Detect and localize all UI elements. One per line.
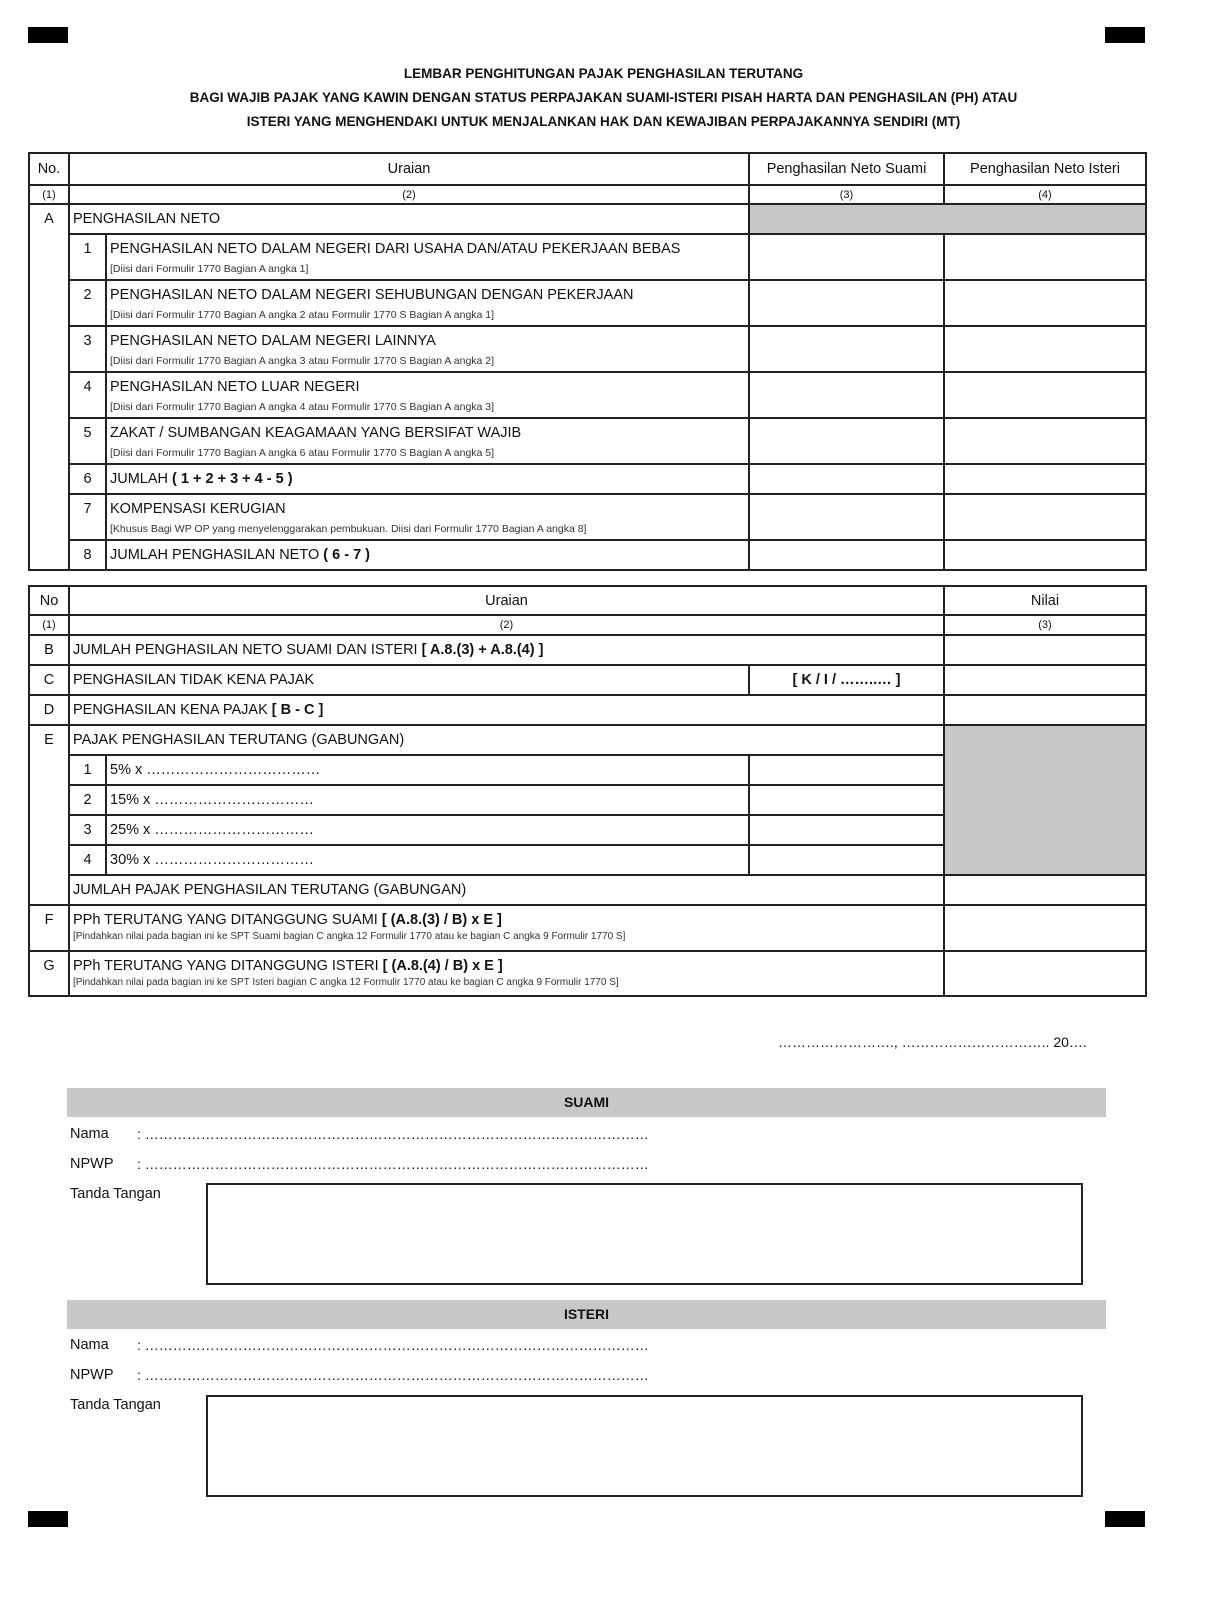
rate-value-field[interactable]	[749, 845, 944, 875]
income-row	[29, 540, 1146, 570]
rate-no: 4	[69, 845, 106, 875]
row-code: G	[29, 951, 69, 996]
income-row	[29, 280, 1146, 326]
form-title: LEMBAR PENGHITUNGAN PAJAK PENGHASILAN TERUTANG	[403, 66, 804, 81]
value-field-c[interactable]	[944, 665, 1146, 695]
row-no: 5	[69, 418, 106, 464]
row-note: [Diisi dari Formulir 1770 Bagian A angka 4 atau Formulir 1770 S Bagian A angka 3]	[110, 401, 495, 413]
row-b	[29, 635, 1146, 665]
suami-signature-box[interactable]	[206, 1183, 1083, 1285]
value-field-b[interactable]	[944, 635, 1146, 665]
row-label: JUMLAH PENGHASILAN NETO	[110, 547, 324, 563]
nama-label: Nama	[70, 1337, 109, 1353]
row-no: 7	[69, 494, 106, 540]
rate-no: 1	[69, 755, 106, 785]
col-number: (1)	[29, 615, 69, 635]
form-subtitle: ISTERI YANG MENGHENDAKI UNTUK MENJALANKAN HAK DAN KEWAJIBAN PERPAJAKANNYA SENDIRI (MT)	[246, 114, 961, 129]
row-note: [Khusus Bagi WP OP yang menyelenggarakan pembukuan. Diisi dari Formulir 1770 Bagian A angka 8]	[110, 523, 587, 535]
nama-label: Nama	[70, 1126, 109, 1142]
row-c	[29, 665, 1146, 695]
row-label: PPh TERUTANG YANG DITANGGUNG SUAMI	[73, 912, 382, 928]
isteri-value-field[interactable]	[944, 326, 1146, 372]
rate-label: 25% x ……………………………	[106, 815, 749, 845]
formula: [ A.8.(3) + A.8.(4) ]	[421, 642, 544, 658]
shaded-cell	[749, 204, 1146, 234]
col-number: (3)	[944, 615, 1146, 635]
row-no: 3	[69, 326, 106, 372]
place-date-field[interactable]: ……………………., ………………………….. 20….	[778, 1034, 1087, 1050]
isteri-value-field[interactable]	[944, 494, 1146, 540]
formula: [ (A.8.(3) / B) x E ]	[381, 912, 502, 928]
value-field-g[interactable]	[944, 951, 1146, 996]
row-note: [Diisi dari Formulir 1770 Bagian A angka 2 atau Formulir 1770 S Bagian A angka 1]	[110, 309, 495, 321]
col-header: Uraian	[69, 586, 944, 615]
income-row	[29, 326, 1146, 372]
npwp-label: NPWP	[70, 1156, 114, 1172]
col-header: Penghasilan Neto Suami	[749, 153, 944, 185]
row-no: 8	[69, 540, 106, 570]
col-header: No	[29, 586, 69, 615]
row-label: KOMPENSASI KERUGIAN	[110, 501, 286, 517]
isteri-npwp-field[interactable]: : ………………………………………………………………………………………………	[137, 1367, 649, 1383]
section-label: PENGHASILAN NETO	[69, 204, 749, 234]
income-row	[29, 234, 1146, 280]
row-note: [Pindahkan nilai pada bagian ini ke SPT Isteri bagian C angka 12 Formulir 1770 atau ke bagian C angka 9 Formulir 1770 S]	[73, 977, 619, 988]
income-row	[29, 464, 1146, 494]
signature-label: Tanda Tangan	[70, 1397, 161, 1413]
rate-value-field[interactable]	[749, 815, 944, 845]
row-label: PENGHASILAN NETO DALAM NEGERI SEHUBUNGAN DENGAN PEKERJAAN	[110, 287, 634, 303]
signature-label: Tanda Tangan	[70, 1186, 161, 1202]
npwp-label: NPWP	[70, 1367, 114, 1383]
isteri-value-field[interactable]	[944, 540, 1146, 570]
row-code: F	[29, 905, 69, 951]
col-number: (1)	[29, 185, 69, 204]
total-value-field[interactable]	[944, 875, 1146, 905]
rate-label: 5% x ………………………………	[106, 755, 749, 785]
row-code: B	[29, 635, 69, 665]
row-label: PPh TERUTANG YANG DITANGGUNG ISTERI	[73, 958, 383, 974]
income-row	[29, 494, 1146, 540]
row-e	[29, 725, 1146, 755]
row-label: PENGHASILAN NETO DALAM NEGERI DARI USAHA DAN/ATAU PEKERJAAN BEBAS	[110, 241, 681, 257]
rate-value-field[interactable]	[749, 755, 944, 785]
col-number: (2)	[69, 185, 749, 204]
registration-mark	[28, 1511, 68, 1527]
isteri-heading: ISTERI	[67, 1300, 1106, 1329]
total-label: JUMLAH PAJAK PENGHASILAN TERUTANG (GABUNGAN)	[69, 875, 944, 905]
row-label: ZAKAT / SUMBANGAN KEAGAMAAN YANG BERSIFAT WAJIB	[110, 425, 522, 441]
suami-value-field[interactable]	[749, 280, 944, 326]
isteri-value-field[interactable]	[944, 234, 1146, 280]
row-no: 6	[69, 464, 106, 494]
formula: [ (A.8.(4) / B) x E ]	[382, 958, 503, 974]
col-number: (3)	[749, 185, 944, 204]
rate-label: 15% x ……………………………	[106, 785, 749, 815]
rate-no: 3	[69, 815, 106, 845]
suami-value-field[interactable]	[749, 540, 944, 570]
rate-value-field[interactable]	[749, 785, 944, 815]
registration-mark	[28, 27, 68, 43]
ptkp-status-field[interactable]: [ K / I / ……..… ]	[792, 672, 901, 688]
row-label: PENGHASILAN NETO LUAR NEGERI	[110, 379, 360, 395]
isteri-value-field[interactable]	[944, 280, 1146, 326]
row-label: PENGHASILAN KENA PAJAK	[73, 702, 272, 718]
suami-heading: SUAMI	[67, 1088, 1106, 1117]
section-code: A	[29, 204, 69, 570]
row-code: C	[29, 665, 69, 695]
income-row	[29, 418, 1146, 464]
suami-value-field[interactable]	[749, 494, 944, 540]
row-label: PAJAK PENGHASILAN TERUTANG (GABUNGAN)	[69, 725, 944, 755]
row-g	[29, 951, 1146, 996]
row-no: 1	[69, 234, 106, 280]
suami-value-field[interactable]	[749, 464, 944, 494]
suami-value-field[interactable]	[749, 234, 944, 280]
registration-mark	[1105, 27, 1145, 43]
isteri-value-field[interactable]	[944, 418, 1146, 464]
row-label: PENGHASILAN TIDAK KENA PAJAK	[69, 665, 749, 695]
isteri-value-field[interactable]	[944, 372, 1146, 418]
value-field-d[interactable]	[944, 695, 1146, 725]
row-d	[29, 695, 1146, 725]
col-header: No.	[29, 153, 69, 185]
formula: ( 1 + 2 + 3 + 4 - 5 )	[172, 471, 293, 487]
registration-mark	[1105, 1511, 1145, 1527]
row-note: [Diisi dari Formulir 1770 Bagian A angka 1]	[110, 263, 309, 275]
suami-value-field[interactable]	[749, 326, 944, 372]
row-label: PENGHASILAN NETO DALAM NEGERI LAINNYA	[110, 333, 436, 349]
col-number: (4)	[944, 185, 1146, 204]
isteri-nama-field[interactable]: : ………………………………………………………………………………………………	[137, 1337, 649, 1353]
col-header: Uraian	[69, 153, 749, 185]
row-no: 4	[69, 372, 106, 418]
form-subtitle: BAGI WAJIB PAJAK YANG KAWIN DENGAN STATUS PERPAJAKAN SUAMI-ISTERI PISAH HARTA DAN PENGHASILAN (PH) ATAU	[189, 90, 1018, 105]
col-header: Nilai	[944, 586, 1146, 615]
suami-value-field[interactable]	[749, 372, 944, 418]
rate-label: 30% x ……………………………	[106, 845, 749, 875]
suami-value-field[interactable]	[749, 418, 944, 464]
formula: ( 6 - 7 )	[323, 547, 370, 563]
col-header: Penghasilan Neto Isteri	[944, 153, 1146, 185]
net-income-table	[28, 152, 1147, 571]
col-number: (2)	[69, 615, 944, 635]
income-row	[29, 372, 1146, 418]
value-field-f[interactable]	[944, 905, 1146, 951]
row-note: [Pindahkan nilai pada bagian ini ke SPT Suami bagian C angka 12 Formulir 1770 atau ke bagian C angka 9 Formulir 1770 S]	[73, 931, 626, 942]
row-code: E	[29, 725, 69, 905]
row-code: D	[29, 695, 69, 725]
formula: [ B - C ]	[271, 702, 324, 718]
isteri-value-field[interactable]	[944, 464, 1146, 494]
row-note: [Diisi dari Formulir 1770 Bagian A angka 3 atau Formulir 1770 S Bagian A angka 2]	[110, 355, 495, 367]
shaded-cell	[944, 725, 1146, 875]
tax-calculation-table	[28, 585, 1147, 997]
row-label: JUMLAH	[110, 471, 173, 487]
suami-nama-field[interactable]: : ………………………………………………………………………………………………	[137, 1126, 649, 1142]
row-label: JUMLAH PENGHASILAN NETO SUAMI DAN ISTERI	[73, 642, 422, 658]
suami-npwp-field[interactable]: : ………………………………………………………………………………………………	[137, 1156, 649, 1172]
row-f	[29, 905, 1146, 951]
row-note: [Diisi dari Formulir 1770 Bagian A angka 6 atau Formulir 1770 S Bagian A angka 5]	[110, 447, 495, 459]
row-no: 2	[69, 280, 106, 326]
isteri-signature-box[interactable]	[206, 1395, 1083, 1497]
rate-no: 2	[69, 785, 106, 815]
